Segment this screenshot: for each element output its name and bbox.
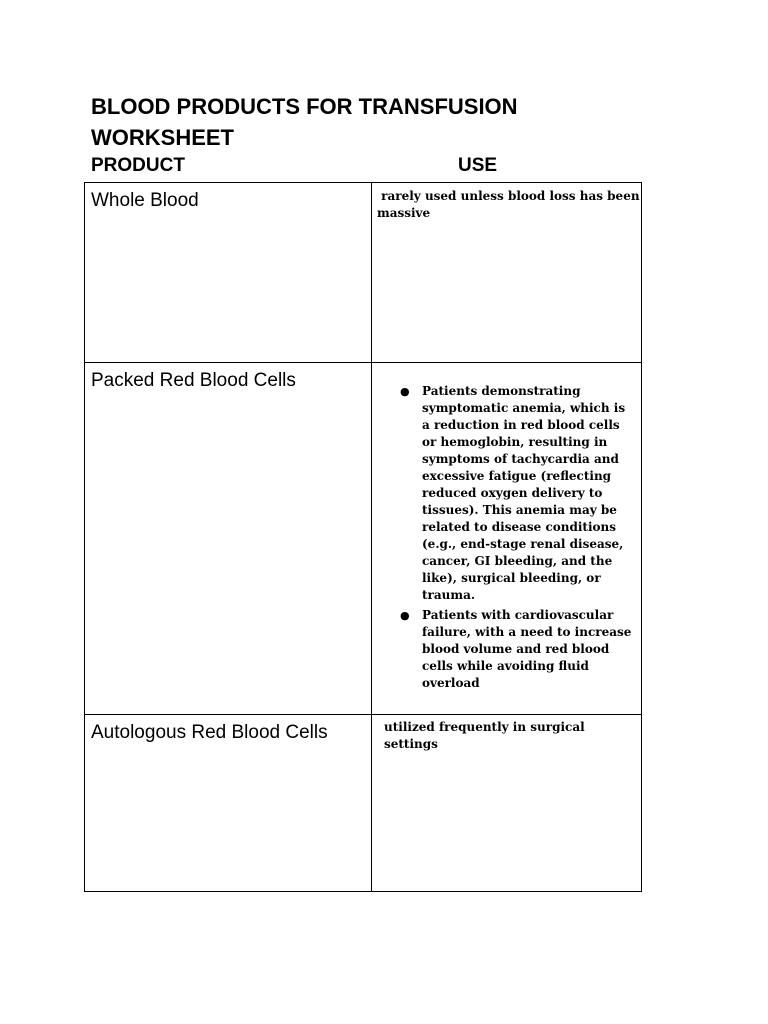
list-item-text: Patients with cardiovascular failure, with a need to increase blood volume and red blood cells while avoiding fluid overload xyxy=(422,608,632,690)
worksheet-title xyxy=(91,91,691,153)
product-column-header: PRODUCT xyxy=(91,155,185,176)
use-text xyxy=(372,183,641,222)
title-line-1: BLOOD PRODUCTS FOR TRANSFUSION xyxy=(91,94,518,119)
use-text-line-1: rarely used unless blood loss has been xyxy=(377,189,640,203)
product-name: Autologous Red Blood Cells xyxy=(91,722,328,743)
transfusion-products-table xyxy=(84,182,642,892)
use-cell xyxy=(372,715,642,892)
use-cell xyxy=(372,363,642,715)
product-name: Packed Red Blood Cells xyxy=(91,370,296,391)
table-row xyxy=(85,183,642,363)
list-item xyxy=(372,383,633,604)
use-text: utilized frequently in surgical settings xyxy=(384,720,585,751)
title-line-2: WORKSHEET xyxy=(91,125,234,150)
product-cell xyxy=(85,183,372,363)
product-cell xyxy=(85,715,372,892)
list-item xyxy=(372,607,633,692)
product-name: Whole Blood xyxy=(91,190,199,211)
list-item-text: Patients demonstrating symptomatic anemia, which is a reduction in red blood cells or hemoglobin, resulting in symptoms of tachycardia and excessive fatigue (reflecting reduced oxygen delivery to tissues). This anemia may be related to disease conditions (e.g., end-stage renal disease, cancer, GI bleeding, and the like), surgical bleeding, or trauma. xyxy=(422,384,626,602)
table-row xyxy=(85,715,642,892)
bullet-icon: ● xyxy=(400,609,410,622)
use-cell xyxy=(372,183,642,363)
use-bullet-list xyxy=(372,363,641,692)
use-text-line-2: massive xyxy=(377,206,431,220)
product-cell xyxy=(85,363,372,715)
table-row xyxy=(85,363,642,715)
bullet-icon: ● xyxy=(400,385,410,398)
use-column-header: USE xyxy=(458,155,498,176)
